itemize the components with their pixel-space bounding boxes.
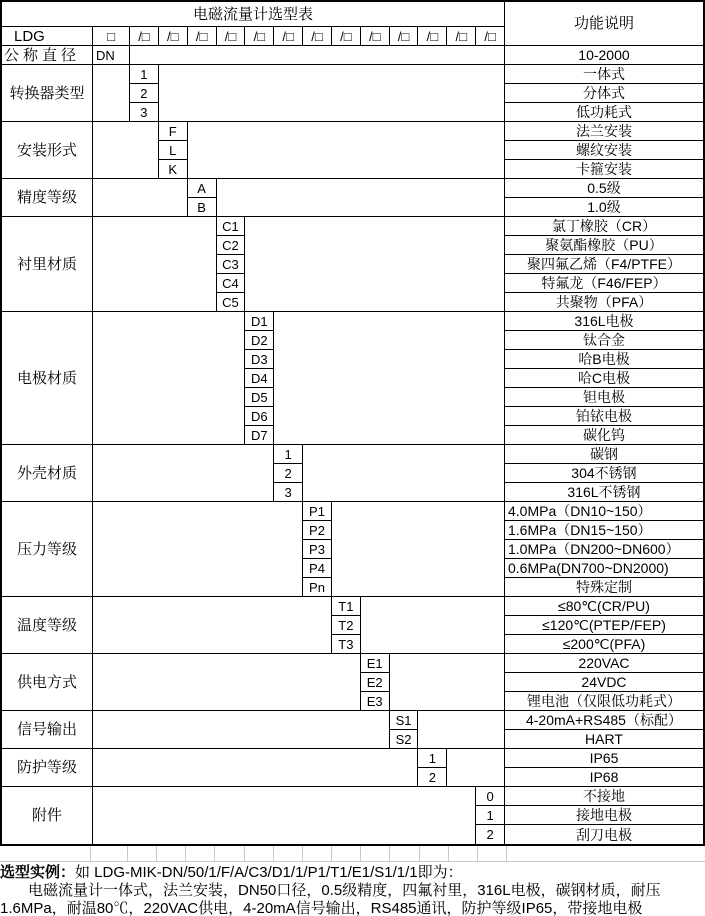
gridline-cell (303, 846, 332, 861)
desc-cell: 304不锈钢 (505, 464, 703, 483)
desc-cell: 特殊定制 (505, 578, 703, 597)
empty-span (130, 46, 505, 65)
function-column-header: 功能说明 (505, 2, 703, 46)
model-slot: /□ (245, 27, 274, 46)
model-slot: /□ (361, 27, 390, 46)
code-cell: D6 (245, 407, 274, 426)
desc-cell: IP65 (505, 749, 703, 768)
desc-cell: 氯丁橡胶（CR） (505, 217, 703, 236)
desc-cell: HART (505, 730, 703, 749)
desc-cell: 卡箍安装 (505, 160, 703, 179)
example-code-line (0, 864, 705, 882)
gridline-cell (274, 846, 303, 861)
gridline-cell (0, 846, 91, 861)
empty-span (93, 65, 130, 122)
model-slot: /□ (476, 27, 505, 46)
empty-span (303, 445, 505, 502)
gridline-cell (420, 846, 449, 861)
empty-span (93, 312, 245, 445)
code-cell: P1 (303, 502, 332, 521)
empty-span (93, 787, 476, 844)
code-cell: D4 (245, 369, 274, 388)
gridline-cell (507, 846, 705, 861)
desc-cell: IP68 (505, 768, 703, 787)
model-slot: /□ (130, 27, 159, 46)
code-cell: 2 (418, 768, 447, 787)
code-cell: S2 (390, 730, 419, 749)
desc-cell: 1.0级 (505, 198, 703, 217)
desc-cell: ≤80℃(CR/PU) (505, 597, 703, 616)
code-cell: D1 (245, 312, 274, 331)
empty-span (93, 179, 188, 217)
code-cell: 3 (130, 103, 159, 122)
code-cell: 2 (476, 825, 505, 844)
empty-span (361, 597, 505, 654)
desc-cell: 聚氨酯橡胶（PU） (505, 236, 703, 255)
label-signal-output: 信号输出 (2, 711, 93, 749)
gridline-cell (390, 846, 419, 861)
empty-span (390, 654, 505, 711)
selection-example-notes (0, 864, 705, 916)
code-cell: C5 (217, 293, 246, 312)
label-lining-material: 衬里材质 (2, 217, 93, 312)
desc-cell: 哈B电极 (505, 350, 703, 369)
label-install-form: 安装形式 (2, 122, 93, 179)
label-electrode-material: 电极材质 (2, 312, 93, 445)
gridline-cell (478, 846, 507, 861)
desc-cell: 铂铱电极 (505, 407, 703, 426)
example-label: 选型实例： (0, 864, 76, 881)
model-slot: /□ (418, 27, 447, 46)
empty-span (93, 445, 274, 502)
desc-cell: 0.6MPa(DN700~DN2000) (505, 559, 703, 578)
code-cell: 1 (476, 806, 505, 825)
gridline-cell (361, 846, 390, 861)
desc-cell: 聚四氟乙烯（F4/PTFE） (505, 255, 703, 274)
code-cell: K (159, 160, 188, 179)
code-cell: P2 (303, 521, 332, 540)
desc-cell: 一体式 (505, 65, 703, 84)
desc-cell: 钛合金 (505, 331, 703, 350)
code-cell: 2 (274, 464, 303, 483)
model-slot: /□ (274, 27, 303, 46)
code-cell: C2 (217, 236, 246, 255)
desc-cell: 0.5级 (505, 179, 703, 198)
code-cell: T3 (332, 635, 361, 654)
desc-cell: 碳钢 (505, 445, 703, 464)
desc-cell: 刮刀电极 (575, 826, 632, 843)
empty-span (332, 502, 505, 597)
empty-span (93, 502, 303, 597)
desc-cell: 低功耗式 (505, 103, 703, 122)
desc-cell: 24VDC (505, 673, 703, 692)
code-cell: D5 (245, 388, 274, 407)
label-converter-type: 转换器类型 (2, 65, 93, 122)
desc-cell: 共聚物（PFA） (505, 293, 703, 312)
code-cell: T1 (332, 597, 361, 616)
label-temperature-class: 温度等级 (2, 597, 93, 654)
gridline-cell (245, 846, 274, 861)
example-desc-line-1: 电磁流量计一体式，法兰安装，DN50口径，0.5级精度，四氟衬里，316L电极，碳钢材质，耐压 (28, 882, 661, 899)
empty-span (245, 217, 505, 312)
model-slot: /□ (332, 27, 361, 46)
empty-span (418, 711, 505, 749)
code-cell: E3 (361, 692, 390, 711)
model-slot: /□ (217, 27, 246, 46)
code-cell: 1 (274, 445, 303, 464)
desc-cell: ≤120℃(PTEP/FEP) (505, 616, 703, 635)
desc-cell: 锂电池（仅限低功耗式） (505, 692, 703, 711)
empty-span (188, 122, 505, 179)
label-nominal-diameter: 公称直径 (2, 46, 93, 65)
empty-span (93, 122, 159, 179)
code-dn: DN (93, 46, 130, 65)
gridline-cell (332, 846, 361, 861)
code-cell: 2 (130, 84, 159, 103)
label-housing-material: 外壳材质 (2, 445, 93, 502)
desc-cell: 钽电极 (505, 388, 703, 407)
desc-cell: 4.0MPa（DN10~150） (505, 502, 703, 521)
model-slot: /□ (303, 27, 332, 46)
code-cell: D3 (245, 350, 274, 369)
desc-cell: 分体式 (505, 84, 703, 103)
empty-span (93, 654, 361, 711)
label-protection-class: 防护等级 (2, 749, 93, 787)
desc-cell: 碳化钨 (505, 426, 703, 445)
code-cell: 1 (418, 749, 447, 768)
desc-cell: ≤200℃(PFA) (505, 635, 703, 654)
desc-cell: 接地电极 (505, 806, 703, 825)
desc-cell: 4-20mA+RS485（标配） (505, 711, 703, 730)
desc-cell: 不接地 (505, 787, 703, 806)
code-cell: E1 (361, 654, 390, 673)
empty-span (447, 749, 505, 787)
gridline-cell (449, 846, 478, 861)
code-cell: S1 (390, 711, 419, 730)
label-pressure-rating: 压力等级 (2, 502, 93, 597)
code-cell: P3 (303, 540, 332, 559)
model-prefix-label: LDG (2, 27, 93, 46)
empty-grid-row (0, 846, 705, 862)
code-cell: B (188, 198, 217, 217)
code-cell: C3 (217, 255, 246, 274)
code-cell: 3 (274, 483, 303, 502)
code-cell: D2 (245, 331, 274, 350)
code-cell: P4 (303, 559, 332, 578)
gridline-cell (157, 846, 186, 861)
code-cell: T2 (332, 616, 361, 635)
gridline-cell (186, 846, 215, 861)
model-slot: /□ (447, 27, 476, 46)
example-desc-line-2: 1.6MPa，耐温80℃，220VAC供电，4-20mA信号输出，RS485通讯，防护等级IP65，带接地电极 (0, 900, 643, 916)
gridline-cell (91, 846, 128, 861)
model-slot: /□ (159, 27, 188, 46)
gridline-cell (215, 846, 244, 861)
model-slot: /□ (390, 27, 419, 46)
desc-cell: 220VAC (505, 654, 703, 673)
model-box-slot: □ (93, 27, 130, 46)
gridline-cell (128, 846, 157, 861)
label-accuracy-class: 精度等级 (2, 179, 93, 217)
code-cell: C4 (217, 274, 246, 293)
model-slot: /□ (188, 27, 217, 46)
table-title: 电磁流量计选型表 (2, 2, 505, 27)
empty-span (93, 597, 332, 654)
desc-cell: 10-2000 (505, 46, 703, 65)
code-cell: L (159, 141, 188, 160)
code-cell: C1 (217, 217, 246, 236)
code-cell: 0 (476, 787, 505, 806)
desc-cell: 哈C电极 (505, 369, 703, 388)
code-cell: 1 (130, 65, 159, 84)
desc-cell: 316L不锈钢 (505, 483, 703, 502)
code-cell: A (188, 179, 217, 198)
code-cell: Pn (303, 578, 332, 597)
empty-span (159, 65, 505, 122)
desc-cell: 法兰安装 (505, 122, 703, 141)
desc-cell: 特氟龙（F46/FEP） (505, 274, 703, 293)
code-cell: D7 (245, 426, 274, 445)
empty-span (274, 312, 505, 445)
code-cell: E2 (361, 673, 390, 692)
empty-span (217, 179, 505, 217)
desc-cell: 螺纹安装 (505, 141, 703, 160)
code-cell: F (159, 122, 188, 141)
desc-cell: 1.0MPa（DN200~DN600） (505, 540, 703, 559)
desc-cell: 316L电极 (505, 312, 703, 331)
label-power-supply: 供电方式 (2, 654, 93, 711)
empty-span (93, 217, 217, 312)
label-accessories: 附件 (2, 787, 93, 844)
empty-span (93, 749, 418, 787)
example-code: 如 LDG-MIK-DN/50/1/F/A/C3/D1/1/P1/T1/E1/S1/1/1即为： (75, 864, 463, 881)
empty-span (93, 711, 390, 749)
desc-cell: 1.6MPa（DN15~150） (505, 521, 703, 540)
